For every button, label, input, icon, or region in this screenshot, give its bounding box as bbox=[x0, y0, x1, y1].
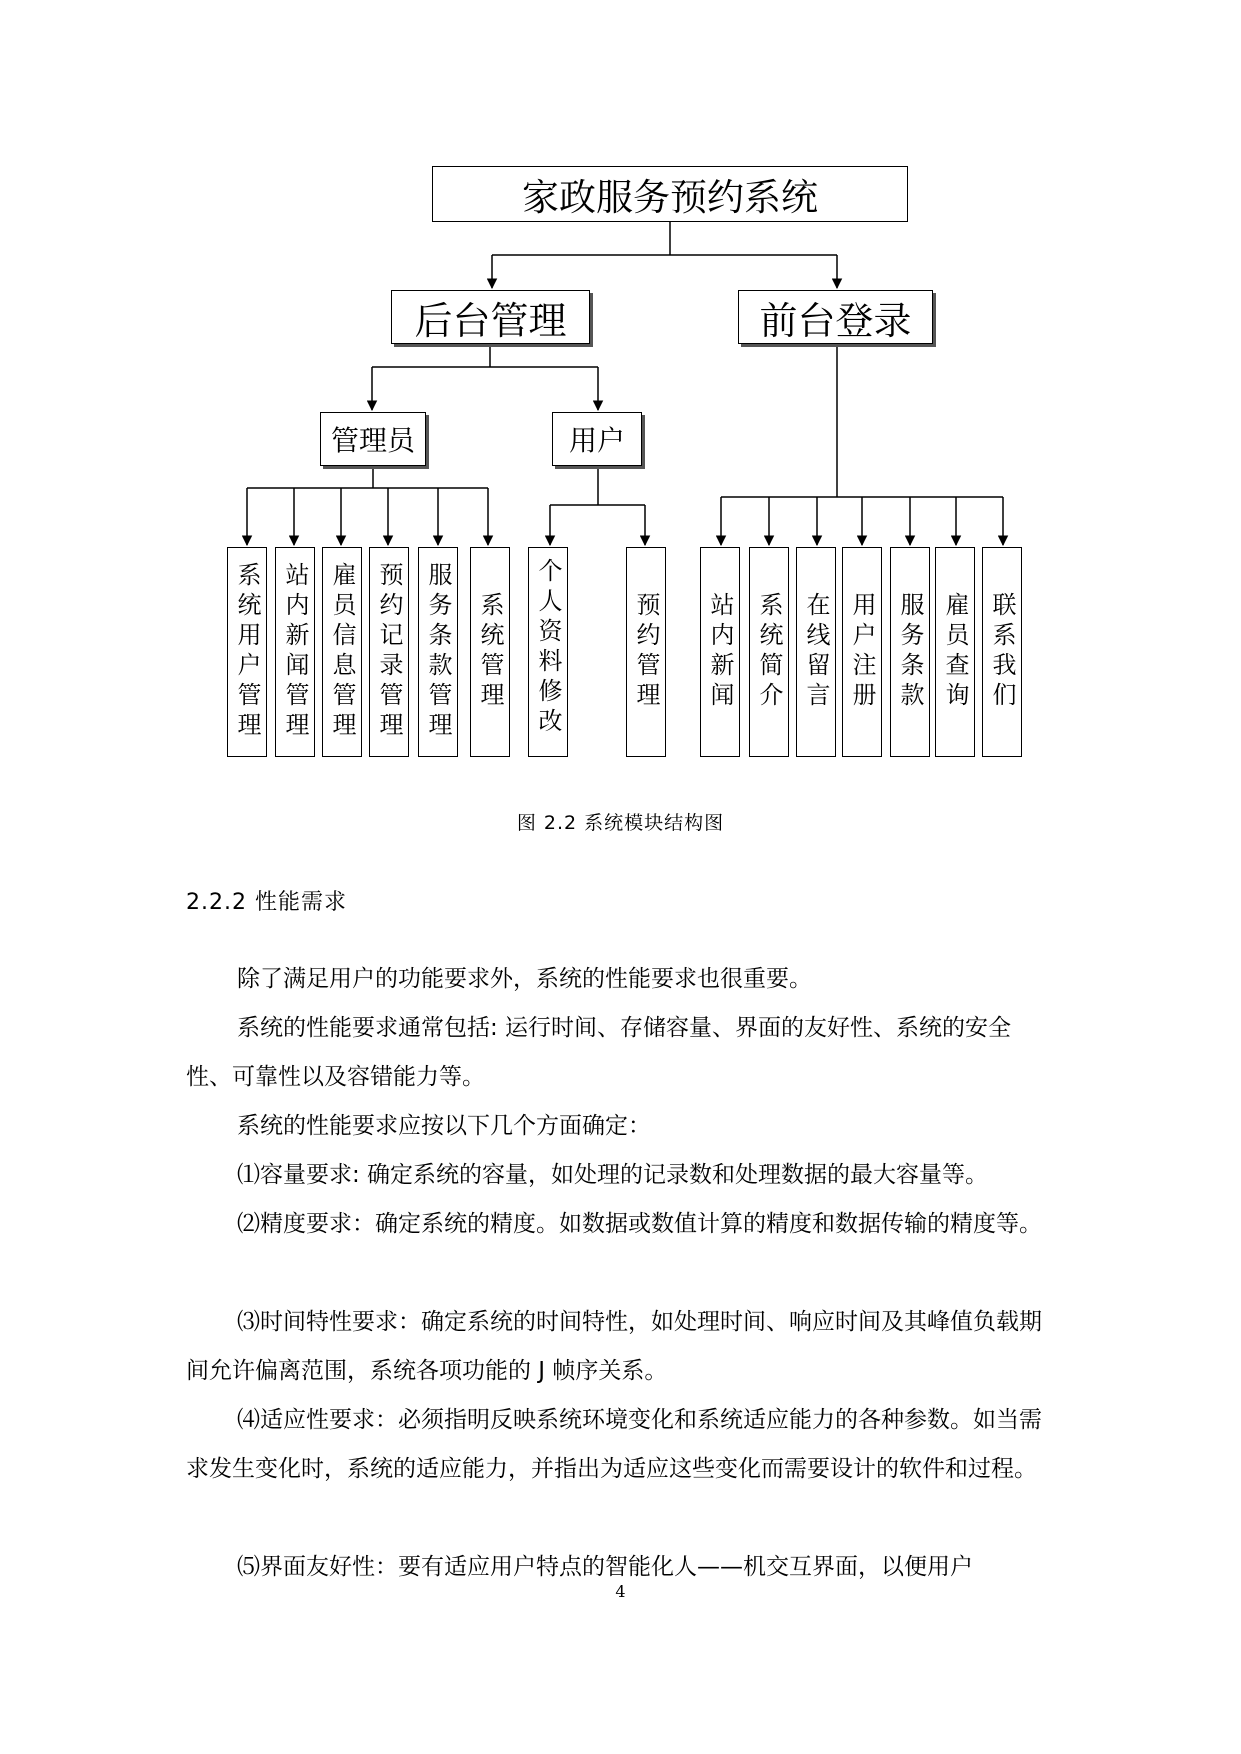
leaf-label: 在线留言 bbox=[802, 592, 830, 712]
paragraph: ⑷适应性要求：必须指明反映系统环境变化和系统适应能力的各种参数。如当需求发生变化时，系统的适应能力，并指出为适应这些变化而需要设计的软件和过程。 bbox=[186, 1407, 1042, 1482]
leaf-front-message bbox=[796, 547, 836, 757]
paragraph: ⑵精度要求：确定系统的精度。如数据或数值计算的精度和数据传输的精度等。 bbox=[237, 1211, 1042, 1237]
backend-node-label: 后台管理 bbox=[414, 298, 567, 343]
paragraph: 除了满足用户的功能要求外，系统的性能要求也很重要。 bbox=[237, 966, 812, 992]
figure-caption: 图 2.2 系统模块结构图 bbox=[516, 812, 725, 834]
frontend-node bbox=[738, 290, 933, 344]
paragraph: ⑸界面友好性：要有适应用户特点的智能化人——机交互界面，以便用户 bbox=[237, 1554, 973, 1580]
leaf-admin-system bbox=[470, 547, 510, 757]
leaf-label: 雇员信息管理 bbox=[328, 562, 356, 742]
leaf-label: 预约管理 bbox=[632, 592, 660, 712]
leaf-label: 个人资料修改 bbox=[534, 558, 562, 738]
admin-node-label: 管理员 bbox=[330, 424, 415, 457]
leaf-label: 系统用户管理 bbox=[233, 562, 261, 742]
leaf-label: 站内新闻管理 bbox=[281, 562, 309, 742]
admin-node bbox=[320, 412, 426, 466]
leaf-user-bookings bbox=[626, 547, 666, 757]
leaf-front-contact bbox=[982, 547, 1022, 757]
paragraph: ⑴容量要求: 确定系统的容量，如处理的记录数和处理数据的最大容量等。 bbox=[237, 1162, 989, 1188]
leaf-label: 服务条款管理 bbox=[424, 562, 452, 742]
backend-node bbox=[391, 290, 590, 344]
leaf-label: 用户注册 bbox=[848, 592, 876, 712]
user-node-label: 用户 bbox=[568, 424, 625, 457]
leaf-label: 站内新闻 bbox=[706, 592, 734, 712]
leaf-label: 预约记录管理 bbox=[375, 562, 403, 742]
leaf-admin-system-users bbox=[227, 547, 267, 757]
leaf-label: 雇员查询 bbox=[941, 592, 969, 712]
leaf-front-news bbox=[700, 547, 740, 757]
root-node-label: 家政服务预约系统 bbox=[522, 176, 818, 219]
page-number: 4 bbox=[615, 1582, 626, 1601]
leaf-front-terms bbox=[890, 547, 930, 757]
paragraph: ⑶时间特性要求：确定系统的时间特性，如处理时间、响应时间及其峰值负载期间允许偏离范围，系统各项功能的 J 帧序关系。 bbox=[186, 1309, 1042, 1384]
frontend-node-label: 前台登录 bbox=[759, 298, 912, 343]
leaf-admin-employees bbox=[322, 547, 362, 757]
leaf-front-intro bbox=[749, 547, 789, 757]
leaf-label: 服务条款 bbox=[896, 592, 924, 712]
leaf-label: 系统管理 bbox=[476, 592, 504, 712]
leaf-admin-news bbox=[275, 547, 315, 757]
paragraph: 系统的性能要求应按以下几个方面确定： bbox=[237, 1113, 651, 1139]
leaf-user-profile bbox=[528, 547, 568, 757]
root-node bbox=[432, 166, 908, 222]
leaf-front-register bbox=[842, 547, 882, 757]
leaf-admin-terms bbox=[418, 547, 458, 757]
leaf-label: 联系我们 bbox=[988, 592, 1016, 712]
diagram-connectors bbox=[0, 0, 1241, 790]
leaf-admin-bookings bbox=[369, 547, 409, 757]
leaf-label: 系统简介 bbox=[755, 592, 783, 712]
leaf-front-employees bbox=[935, 547, 975, 757]
user-node bbox=[552, 412, 642, 466]
section-heading: 2.2.2 性能需求 bbox=[186, 890, 347, 915]
paragraph: 系统的性能要求通常包括: 运行时间、存储容量、界面的友好性、系统的安全性、可靠性以及容错能力等。 bbox=[186, 1015, 1012, 1090]
